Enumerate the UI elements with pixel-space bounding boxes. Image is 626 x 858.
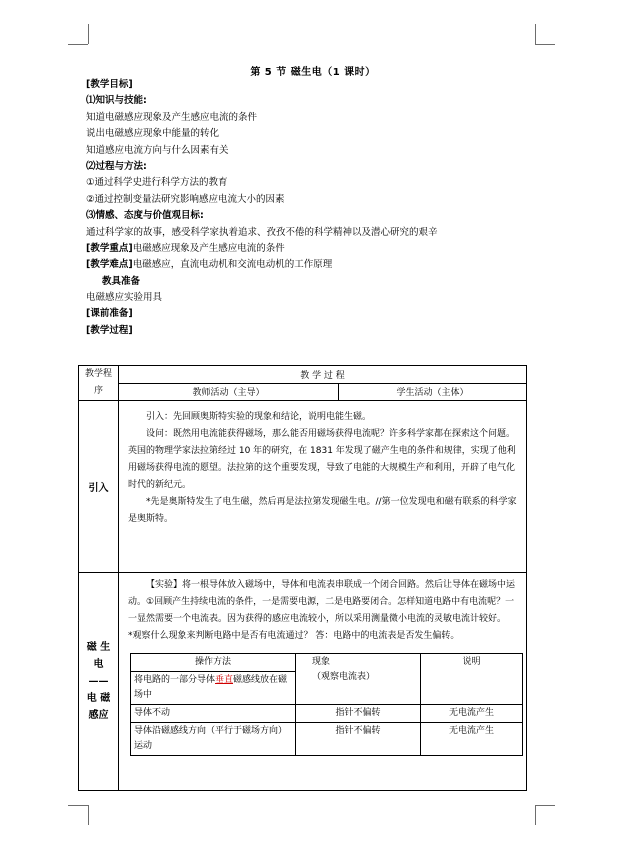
induction-label-line: 电 磁 感应	[86, 693, 111, 721]
objective-item: 通过科学家的故事，感受科学家执着追求、孜孜不倦的科学精神以及潜心研究的艰辛	[86, 226, 438, 238]
attitude-heading: ⑶情感、态度与价值观目标:	[86, 210, 204, 222]
prep-heading: [课前准备]	[86, 308, 133, 320]
op-cell: 导体不动	[131, 705, 296, 723]
intro-paragraph: *先是奥斯特发生了电生磁，然后再是法拉第发现磁生电。//第一位发现电和磁有联系的科学家是奥斯特。	[128, 497, 517, 524]
teacher-activity-header: 教师活动（主导）	[119, 383, 339, 401]
objectives-heading: [教学目标]	[86, 79, 133, 90]
objective-item: 知道电磁感应现象及产生感应电流的条件	[86, 111, 258, 123]
phenomenon-cell: 指针不偏转	[296, 723, 421, 756]
difficulty-text: 电磁感应，直流电动机和交流电动机的工作原理	[132, 259, 333, 271]
page-title: 第 5 节 磁生电（1 课时）	[250, 67, 376, 78]
focus-line	[86, 241, 526, 257]
phenomenon-header: 现象	[312, 657, 331, 667]
lesson-plan-header	[86, 77, 526, 339]
objective-item: ②通过控制变量法研究影响感应电流大小的因素	[86, 193, 285, 205]
crop-mark	[88, 24, 89, 44]
crop-mark	[535, 805, 536, 825]
difficulty-label: [教学难点]	[86, 259, 133, 271]
experiment-paragraph: 【实验】将一根导体放入磁场中，导体和电流表串联成一个闭合回路。然后让导体在磁场中运动。①回顾产生持续电流的条件，一是需要电源，二是电路要闭合。怎样知道电路中有电流呢？一一显然需要一个电流表。因为获得的感应电流较小，所以采用测量微小电流的灵敏电流计较好。	[128, 580, 516, 624]
induction-content	[119, 573, 527, 791]
program-header: 教学程序	[79, 366, 119, 401]
method-heading: ⑵过程与方法:	[86, 160, 147, 172]
op-cell: 导体沿磁感线方向（平行于磁场方向）运动	[131, 723, 296, 756]
equipment-heading: 教具准备	[102, 275, 141, 287]
student-activity-header: 学生活动（主体）	[339, 383, 527, 401]
crop-mark	[68, 805, 88, 806]
crop-mark	[68, 44, 88, 45]
focus-label: [教学重点]	[86, 242, 133, 254]
phenomenon-header-cell	[296, 654, 421, 705]
crop-mark	[88, 805, 89, 825]
objective-item: 知道感应电流方向与什么因素有关	[86, 144, 229, 156]
focus-text: 电磁感应现象及产生感应电流的条件	[132, 242, 285, 254]
crop-mark	[535, 44, 555, 45]
setup-text: 将电路的一部分导体	[134, 675, 216, 685]
setup-text-end: 磁感线放在磁场中	[134, 675, 288, 700]
intro-paragraph: 引入：先回顾奥斯特实验的现象和结论，说明电能生磁。	[146, 412, 372, 422]
op-header: 操作方法	[131, 654, 296, 672]
intro-paragraph: 设问：既然用电流能获得磁场，那么能否用磁场获得电流呢？许多科学家都在探索这个问题。英国的物理学家法拉第经过 10 年的研究，在 1831 年发现了磁产生电的条件和规律，实现了他利用磁场获得电流的愿望。法拉第的这个重要发现，导致了电能的大规模生产和利用，开辟了电气化时代的新纪元。	[128, 429, 516, 490]
intro-content	[119, 401, 527, 573]
setup-cell	[131, 672, 296, 705]
induction-label-line: 磁 生 电	[86, 642, 111, 670]
objective-item: 说出电磁感应现象中能量的转化	[86, 128, 220, 140]
skills-heading: ⑴知识与技能:	[86, 95, 147, 107]
objective-item: ①通过科学史进行科学方法的教育	[86, 177, 228, 189]
process-heading: [教学过程]	[86, 324, 133, 336]
experiment-table	[130, 653, 523, 756]
phenomenon-cell: 指针不偏转	[296, 705, 421, 723]
process-header: 教 学 过 程	[119, 366, 527, 384]
teaching-process-table	[78, 365, 527, 791]
perpendicular-highlight: 垂直	[215, 675, 234, 685]
phenomenon-subheader: （观察电流表）	[312, 672, 376, 682]
induction-label-line: ——	[88, 676, 109, 687]
question-paragraph: *观察什么现象来判断电路中是否有电流通过？ 答：电路中的电流表是否发生偏转。	[128, 631, 460, 641]
induction-label	[79, 573, 119, 791]
note-header: 说明	[421, 654, 523, 705]
intro-label: 引入	[79, 401, 119, 573]
note-cell: 无电流产生	[421, 705, 523, 723]
crop-mark	[535, 805, 555, 806]
equipment-text: 电磁感应实验用具	[86, 292, 163, 304]
difficulty-line	[86, 257, 526, 273]
crop-mark	[535, 24, 536, 44]
note-cell: 无电流产生	[421, 723, 523, 756]
